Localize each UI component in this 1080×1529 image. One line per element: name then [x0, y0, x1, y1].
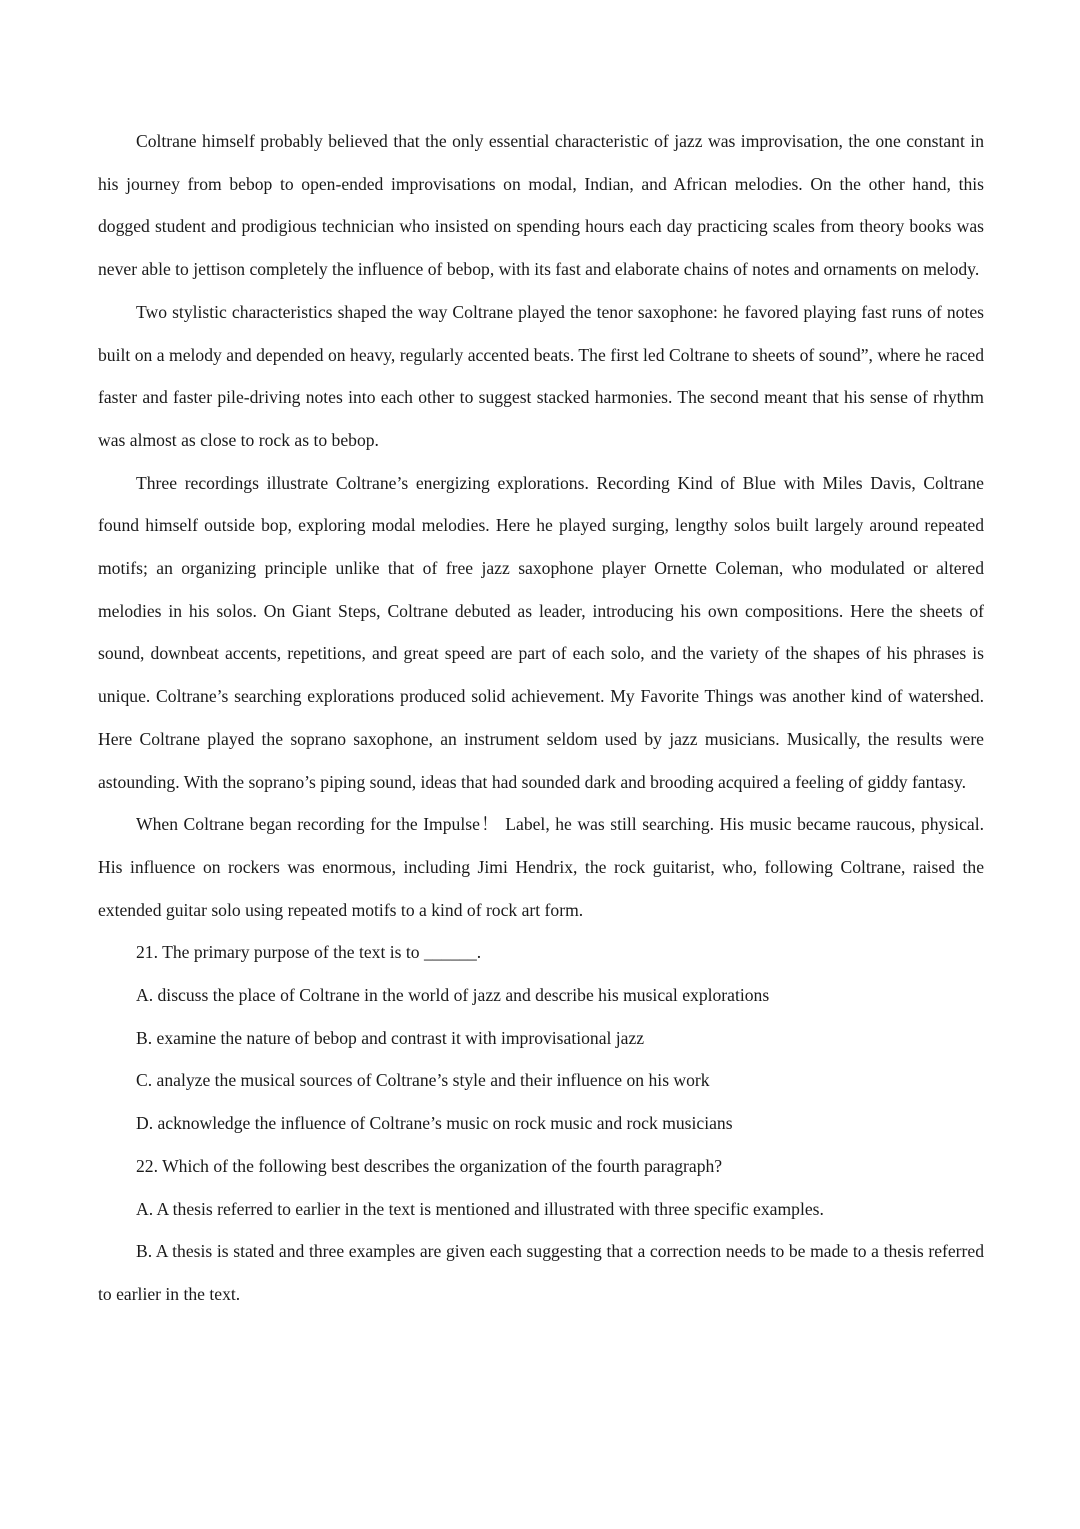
document-page [98, 120, 984, 1316]
question-21 [98, 931, 984, 1145]
question-22 [98, 1145, 984, 1316]
passage-paragraph-4: When Coltrane began recording for the Impulse！ Label, he was still searching. His music became raucous, physical. His influence on rockers was enormous, including Jimi Hendrix, the rock guitarist, who, following Coltrane, raised the extended guitar solo using repeated motifs to a kind of rock art form. [98, 814, 984, 920]
question-22-option-a: A. A thesis referred to earlier in the text is mentioned and illustrated with three specific examples. [136, 1198, 824, 1219]
question-21-option-c: C. analyze the musical sources of Coltrane’s style and their influence on his work [136, 1070, 710, 1091]
passage-paragraph-3: Three recordings illustrate Coltrane’s energizing explorations. Recording Kind of Blue with Miles Davis, Coltrane found himself outside bop, exploring modal melodies. Here he played surging, lengthy solos built largely around repeated motifs; an organizing principle unlike that of free jazz saxophone player Ornette Coleman, who modulated or altered melodies in his solos. On Giant Steps, Coltrane debuted as leader, introducing his own compositions. Here the sheets of sound, downbeat accents, repetitions, and great speed are part of each solo, and the variety of the shapes of his phrases is unique. Coltrane’s searching explorations produced solid achievement. My Favorite Things was another kind of watershed. Here Coltrane played the soprano saxophone, an instrument seldom used by jazz musicians. Musically, the results were astounding. With the soprano’s piping sound, ideas that had sounded dark and brooding acquired a feeling of giddy fantasy. [98, 472, 984, 792]
question-21-option-a: A. discuss the place of Coltrane in the world of jazz and describe his musical explorations [136, 985, 770, 1006]
question-21-option-d: D. acknowledge the influence of Coltrane’s music on rock music and rock musicians [136, 1113, 733, 1134]
passage-paragraph-2: Two stylistic characteristics shaped the way Coltrane played the tenor saxophone: he favored playing fast runs of notes built on a melody and depended on heavy, regularly accented beats. The first led Coltrane to sheets of sound”, where he raced faster and faster pile-driving notes into each other to suggest stacked harmonies. The second meant that his sense of rhythm was almost as close to rock as to bebop. [98, 301, 984, 450]
question-22-stem: 22. Which of the following best describes the organization of the fourth paragraph? [136, 1155, 723, 1176]
question-22-option-b: B. A thesis is stated and three examples are given each suggesting that a correction needs to be made to a thesis referred to earlier in the text. [98, 1241, 984, 1304]
question-21-stem: 21. The primary purpose of the text is to ______. [136, 942, 482, 963]
question-21-option-b: B. examine the nature of bebop and contrast it with improvisational jazz [136, 1027, 645, 1048]
passage-paragraph-1: Coltrane himself probably believed that the only essential characteristic of jazz was improvisation, the one constant in his journey from bebop to open-ended improvisations on modal, Indian, and African melodies. On the other hand, this dogged student and prodigious technician who insisted on spending hours each day practicing scales from theory books was never able to jettison completely the influence of bebop, with its fast and elaborate chains of notes and ornaments on melody. [98, 131, 984, 280]
